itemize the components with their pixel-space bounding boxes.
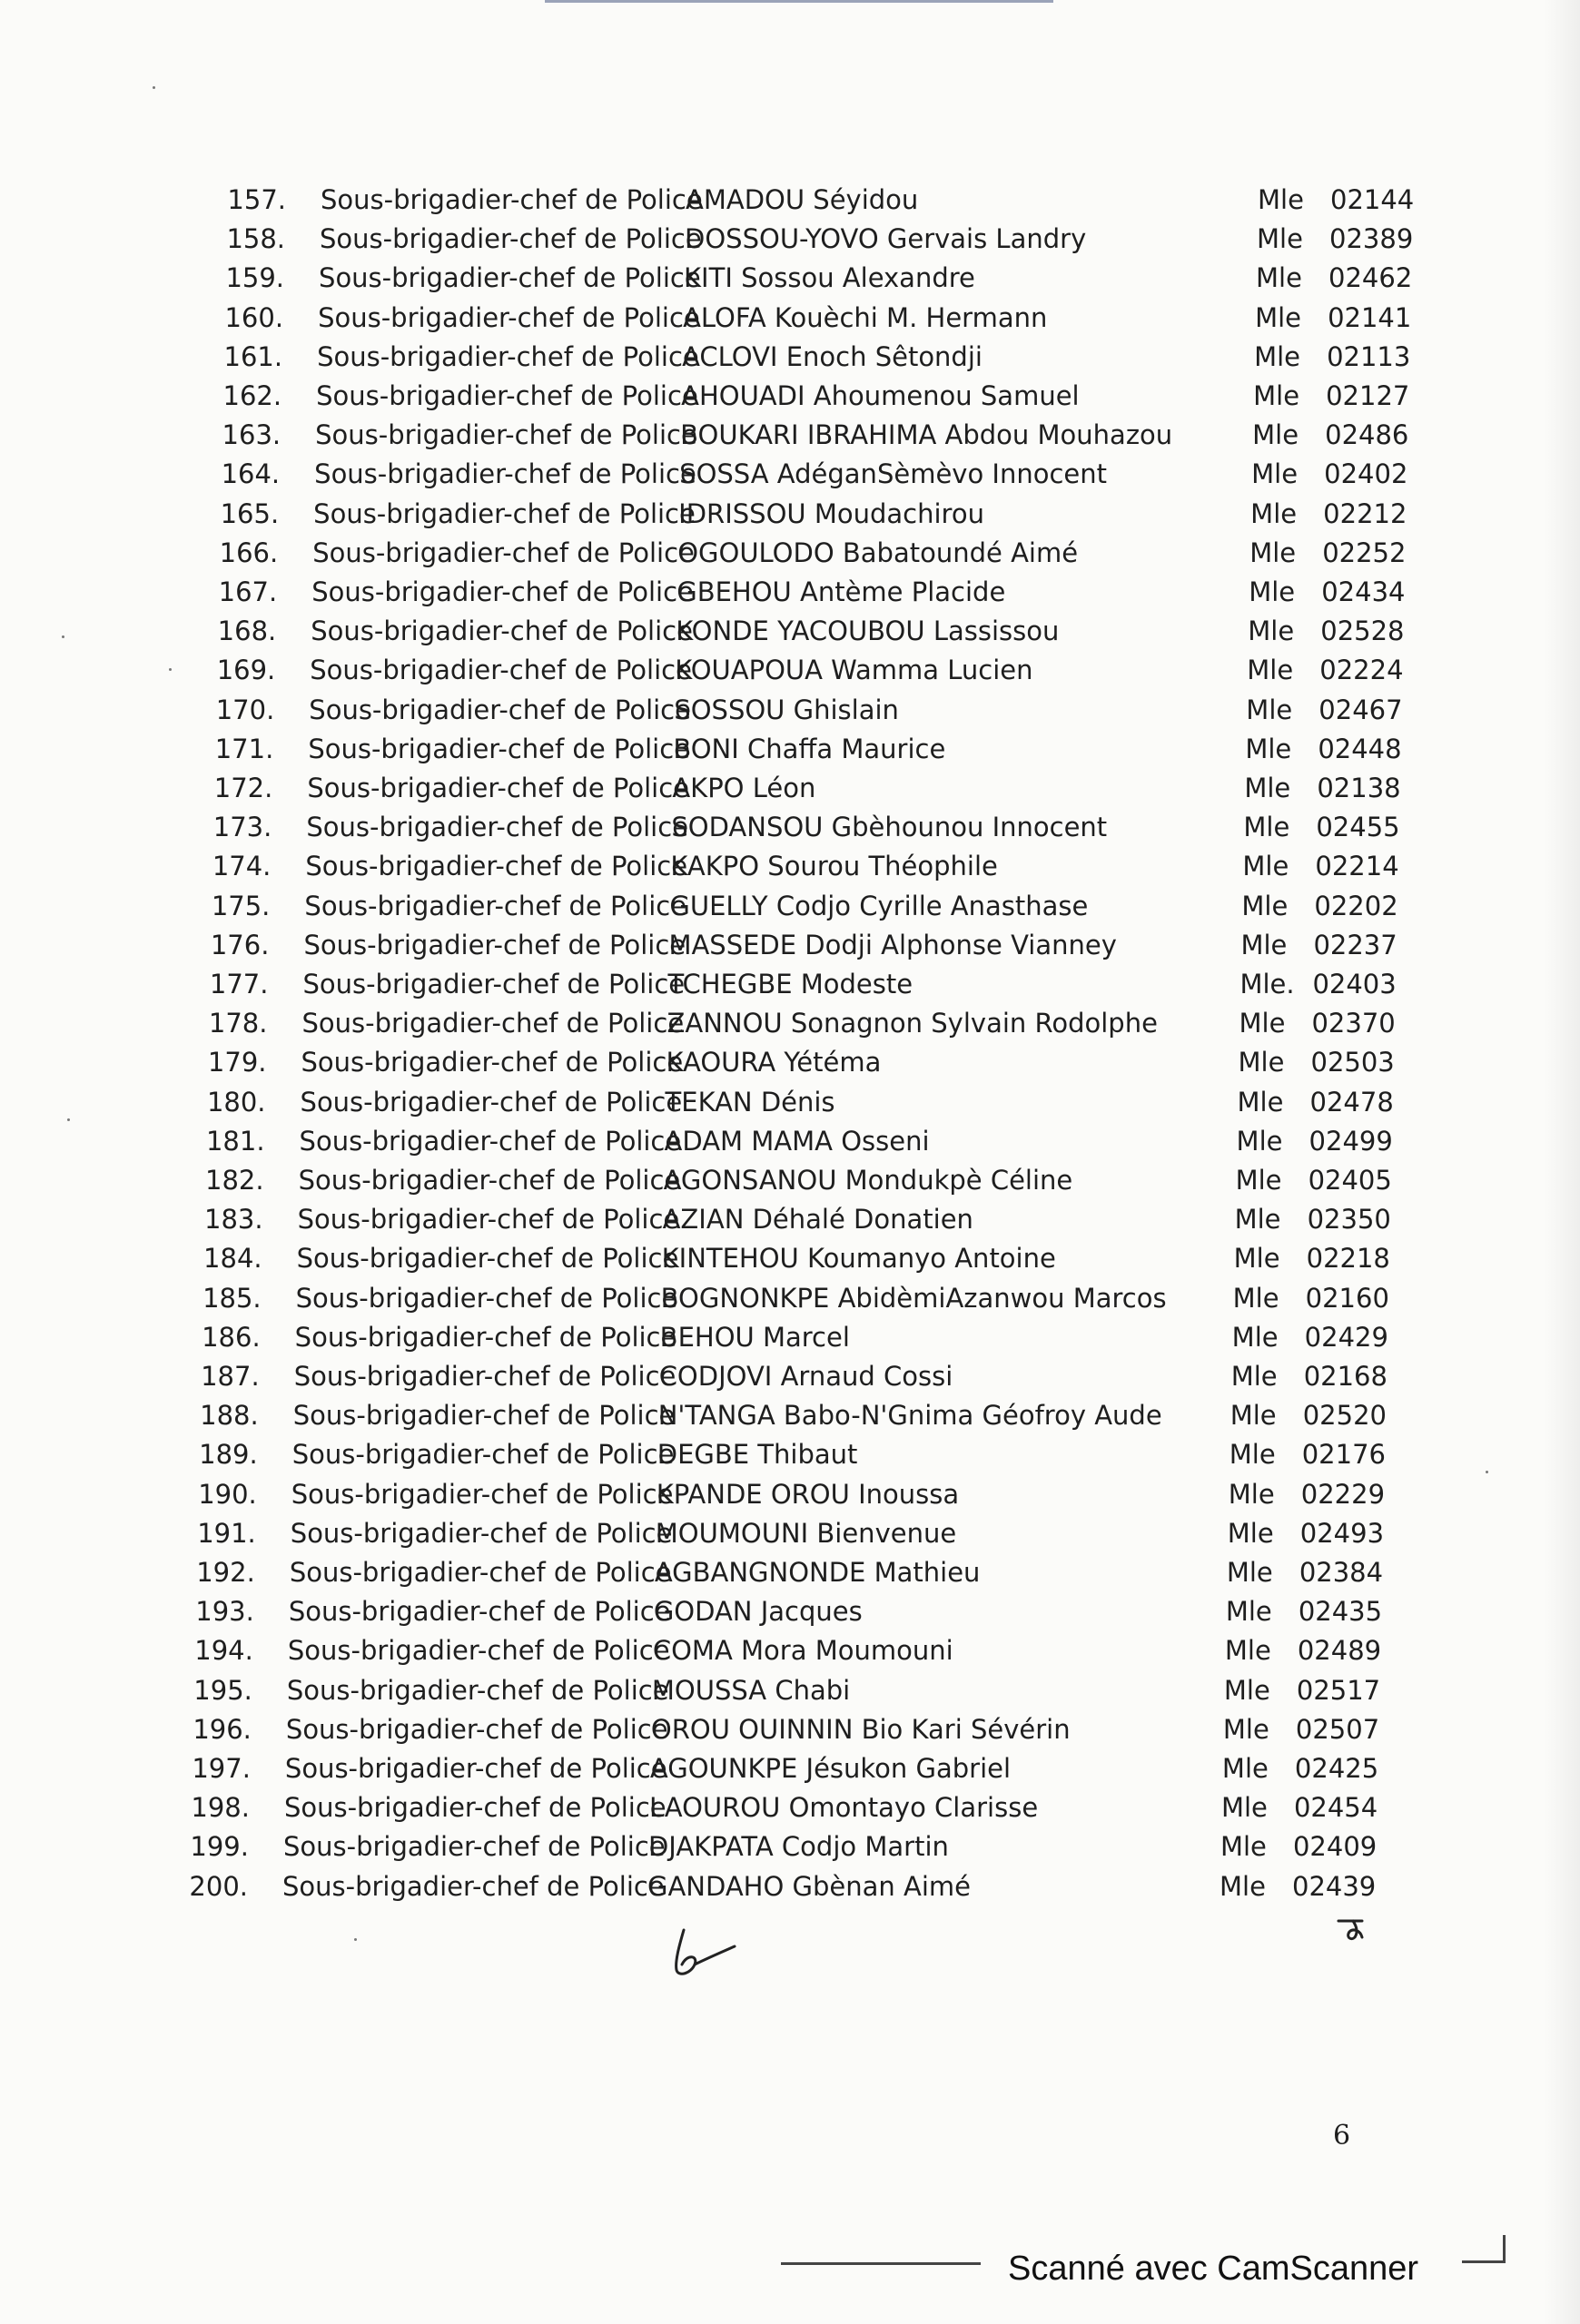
row-number: 181. (205, 1125, 265, 1157)
matricule-cell: 02434 (1321, 576, 1406, 607)
name-cell: GBEHOU Antème Placide (676, 576, 1006, 607)
mle-label: Mle (1231, 1321, 1279, 1353)
matricule-cell: 02202 (1314, 890, 1398, 921)
grade-cell: Sous-brigadier-chef de Police (298, 1165, 681, 1196)
row-number: 197. (192, 1753, 251, 1784)
row-number: 182. (205, 1165, 264, 1196)
grade-cell: Sous-brigadier-chef de Police (302, 969, 686, 1000)
mle-label: Mle (1244, 773, 1291, 803)
grade-cell: Sous-brigadier-chef de Police (299, 1125, 682, 1157)
mle-label: Mle (1254, 340, 1300, 372)
mle-label: Mle (1230, 1361, 1278, 1392)
grade-cell: Sous-brigadier-chef de Police (309, 694, 691, 725)
matricule-cell: 02478 (1309, 1086, 1394, 1118)
mle-label: Mle (1226, 1557, 1273, 1588)
name-cell: LAOUROU Omontayo Clarisse (648, 1792, 1039, 1824)
matricule-cell: 02439 (1292, 1870, 1377, 1902)
matricule-cell: 02141 (1328, 301, 1412, 333)
row-number: 178. (208, 1008, 268, 1039)
grade-cell: Sous-brigadier-chef de Police (290, 1517, 673, 1549)
name-cell: KINTEHOU Koumanyo Antoine (661, 1243, 1056, 1275)
row-number: 195. (193, 1674, 252, 1706)
matricule-cell: 02389 (1329, 223, 1414, 255)
matricule-cell: 02384 (1299, 1557, 1384, 1588)
list-item (185, 1042, 1395, 1082)
list-item (172, 1630, 1382, 1670)
name-cell: ADAM MAMA Osseni (664, 1125, 930, 1157)
mle-label: Mle (1245, 733, 1292, 764)
name-cell: SOSSA AdéganSèmèvo Innocent (679, 458, 1107, 490)
name-cell: AGONSANOU Mondukpè Céline (663, 1165, 1073, 1196)
mle-label: Mle (1223, 1674, 1270, 1706)
list-item (194, 611, 1405, 651)
mle-label: Mle (1235, 1165, 1282, 1196)
row-number: 158. (226, 223, 286, 255)
mle-label: Mle (1247, 655, 1294, 686)
mle-label: Mle (1241, 890, 1289, 921)
grade-cell: Sous-brigadier-chef de Police (292, 1400, 676, 1432)
name-cell: ALOFA Kouèchi M. Hermann (683, 301, 1048, 333)
row-number: 190. (198, 1478, 257, 1510)
list-item (175, 1474, 1386, 1514)
grade-cell: Sous-brigadier-chef de Police (297, 1204, 680, 1236)
row-number: 169. (216, 655, 276, 686)
matricule-cell: 02448 (1318, 733, 1402, 764)
name-cell: KITI Sossou Alexandre (684, 262, 975, 294)
list-item (178, 1356, 1387, 1396)
name-cell: MOUMOUNI Bienvenue (655, 1517, 957, 1549)
matricule-cell: 02455 (1316, 812, 1400, 843)
row-number: 191. (197, 1517, 256, 1549)
page-number: 6 (1333, 2120, 1351, 2152)
camscanner-watermark: Scanné avec CamScanner (1008, 2250, 1419, 2288)
mle-label: Mle (1249, 576, 1296, 607)
name-cell: BOGNONKPE AbidèmiAzanwou Marcos (660, 1282, 1167, 1314)
grade-cell: Sous-brigadier-chef de Police (313, 497, 696, 529)
initials-mark-icon (1335, 1915, 1368, 1943)
matricule-cell: 02467 (1318, 694, 1403, 725)
grade-cell: Sous-brigadier-chef de Police (301, 1047, 684, 1078)
mle-label: Mle (1236, 1125, 1283, 1157)
grade-cell: Sous-brigadier-chef de Police (321, 184, 703, 215)
row-number: 166. (219, 537, 279, 568)
name-cell: KAKPO Sourou Théophile (670, 851, 998, 882)
name-cell: AKPO Léon (672, 773, 816, 803)
mle-label: Mle (1240, 929, 1288, 960)
row-number: 171. (214, 733, 274, 764)
mle-label: Mle (1232, 1282, 1279, 1314)
list-item (195, 572, 1406, 612)
list-item (171, 1670, 1381, 1710)
matricule-cell: 02507 (1295, 1713, 1380, 1745)
row-number: 183. (204, 1204, 263, 1236)
matricule-cell: 02370 (1311, 1008, 1396, 1039)
list-item (203, 219, 1414, 259)
mle-label: Mle (1227, 1517, 1274, 1549)
grade-cell: Sous-brigadier-chef de Police (295, 1282, 678, 1314)
mle-label: Mle (1243, 812, 1290, 843)
list-item (190, 807, 1400, 847)
list-item (188, 886, 1398, 926)
list-item (173, 1552, 1384, 1592)
list-item (198, 454, 1408, 494)
mle-label: Mle (1222, 1713, 1269, 1745)
matricule-cell: 02517 (1296, 1674, 1381, 1706)
scan-corner-foot (1462, 2260, 1506, 2263)
name-cell: IDRISSOU Moudachirou (678, 497, 984, 529)
row-number: 193. (195, 1596, 254, 1628)
matricule-cell: 02403 (1312, 969, 1397, 1000)
mle-label: Mle (1256, 262, 1302, 294)
matricule-cell: 02168 (1303, 1361, 1387, 1392)
row-number: 200. (189, 1870, 248, 1902)
name-cell: GANDAHO Gbènan Aimé (647, 1870, 971, 1902)
row-number: 172. (213, 773, 273, 803)
scan-speck (62, 635, 64, 638)
row-number: 194. (194, 1635, 253, 1667)
list-item (192, 729, 1402, 769)
row-number: 176. (210, 929, 270, 960)
row-number: 199. (190, 1831, 249, 1863)
grade-cell: Sous-brigadier-chef de Police (318, 301, 700, 333)
grade-cell: Sous-brigadier-chef de Police (320, 223, 702, 255)
row-number: 184. (203, 1243, 262, 1275)
list-item (186, 964, 1397, 1004)
list-item (181, 1238, 1390, 1278)
matricule-cell: 02176 (1301, 1439, 1386, 1471)
name-cell: AGOUNKPE Jésukon Gabriel (649, 1753, 1012, 1784)
name-cell: KONDE YACOUBOU Lassissou (676, 615, 1060, 647)
row-number: 186. (202, 1321, 261, 1353)
grade-cell: Sous-brigadier-chef de Police (301, 1008, 685, 1039)
mle-label: Mle (1234, 1204, 1281, 1236)
scan-bottom-line (781, 2262, 981, 2265)
name-cell: KOUAPOUA Wamma Lucien (675, 655, 1033, 686)
scan-speck (354, 1938, 357, 1941)
matricule-cell: 02144 (1330, 184, 1415, 215)
row-number: 162. (222, 380, 282, 411)
name-cell: KAOURA Yétéma (666, 1047, 882, 1078)
row-number: 157. (227, 184, 286, 215)
matricule-cell: 02113 (1327, 340, 1411, 372)
list-item (174, 1513, 1385, 1553)
list-item (200, 376, 1410, 416)
grade-cell: Sous-brigadier-chef de Police (319, 262, 701, 294)
row-number: 161. (223, 340, 283, 372)
name-cell: N'TANGA Babo-N'Gnima Géofroy Aude (657, 1400, 1162, 1432)
name-cell: BEHOU Marcel (659, 1321, 850, 1353)
name-cell: AMADOU Séyidou (686, 184, 919, 215)
list-item (177, 1395, 1387, 1435)
mle-label: Mle (1224, 1635, 1271, 1667)
matricule-cell: 02405 (1308, 1165, 1392, 1196)
row-number: 177. (209, 969, 269, 1000)
matricule-cell: 02127 (1326, 380, 1410, 411)
row-number: 189. (199, 1439, 258, 1471)
mle-label: Mle (1257, 223, 1303, 255)
mle-label: Mle. (1239, 969, 1295, 1000)
name-cell: TEKAN Dénis (665, 1086, 835, 1118)
name-cell: AZIAN Déhalé Donatien (662, 1204, 973, 1236)
name-cell: SOSSOU Ghislain (674, 694, 899, 725)
matricule-cell: 02237 (1313, 929, 1397, 960)
row-number: 174. (212, 851, 272, 882)
mle-label: Mle (1229, 1400, 1277, 1432)
scan-speck (169, 668, 172, 671)
scan-speck (153, 86, 155, 89)
list-item (187, 925, 1397, 965)
matricule-cell: 02214 (1315, 851, 1399, 882)
row-number: 188. (200, 1400, 259, 1432)
grade-cell: Sous-brigadier-chef de Police (294, 1321, 677, 1353)
scan-corner-mark (1503, 2235, 1506, 2262)
matricule-cell: 02503 (1310, 1047, 1395, 1078)
matricule-cell: 02224 (1319, 655, 1404, 686)
row-number: 163. (222, 419, 281, 451)
grade-cell: Sous-brigadier-chef de Police (311, 576, 694, 607)
row-number: 159. (225, 262, 285, 294)
mle-label: Mle (1255, 301, 1301, 333)
mle-label: Mle (1242, 851, 1289, 882)
matricule-cell: 02486 (1325, 419, 1409, 451)
grade-cell: Sous-brigadier-chef de Police (308, 733, 690, 764)
scan-speck (1486, 1471, 1488, 1473)
grade-cell: Sous-brigadier-chef de Police (300, 1086, 683, 1118)
list-item (179, 1317, 1388, 1357)
grade-cell: Sous-brigadier-chef de Police (303, 929, 686, 960)
row-number: 192. (196, 1557, 255, 1588)
row-number: 167. (218, 576, 278, 607)
grade-cell: Sous-brigadier-chef de Police (284, 1753, 667, 1784)
grade-cell: Sous-brigadier-chef de Police (311, 615, 693, 647)
row-number: 187. (201, 1361, 260, 1392)
list-item (183, 1160, 1392, 1200)
mle-label: Mle (1249, 537, 1297, 568)
mle-label: Mle (1220, 1831, 1267, 1863)
list-item (189, 846, 1399, 886)
row-number: 173. (212, 812, 272, 843)
matricule-cell: 02425 (1294, 1753, 1379, 1784)
name-cell: TCHEGBE Modeste (667, 969, 913, 1000)
grade-cell: Sous-brigadier-chef de Police (288, 1596, 671, 1628)
row-number: 196. (193, 1713, 252, 1745)
row-number: 160. (224, 301, 284, 333)
mle-label: Mle (1233, 1243, 1280, 1275)
row-number: 198. (191, 1792, 250, 1824)
grade-cell: Sous-brigadier-chef de Police (291, 1478, 674, 1510)
grade-cell: Sous-brigadier-chef de Police (291, 1439, 675, 1471)
grade-cell: Sous-brigadier-chef de Police (312, 537, 695, 568)
matricule-cell: 02462 (1328, 262, 1413, 294)
mle-label: Mle (1237, 1086, 1284, 1118)
mle-label: Mle (1251, 458, 1299, 490)
matricule-cell: 02212 (1323, 497, 1407, 529)
name-cell: MASSEDE Dodji Alphonse Vianney (668, 929, 1117, 960)
grade-cell: Sous-brigadier-chef de Police (307, 773, 690, 803)
name-cell: ACLOVI Enoch Sêtondji (682, 340, 983, 372)
grade-cell: Sous-brigadier-chef de Police (315, 419, 697, 451)
grade-cell: Sous-brigadier-chef de Police (285, 1713, 668, 1745)
matricule-cell: 02350 (1307, 1204, 1391, 1236)
list-item (204, 180, 1415, 220)
grade-cell: Sous-brigadier-chef de Police (304, 890, 687, 921)
grade-cell: Sous-brigadier-chef de Police (310, 655, 692, 686)
name-cell: OGOULODO Babatoundé Aimé (677, 537, 1079, 568)
row-number: 170. (215, 694, 275, 725)
grade-cell: Sous-brigadier-chef de Police (282, 1831, 666, 1863)
row-number: 175. (211, 890, 271, 921)
row-number: 165. (220, 497, 280, 529)
name-cell: KPANDE OROU Inoussa (656, 1478, 960, 1510)
mle-label: Mle (1229, 1439, 1276, 1471)
matricule-cell: 02520 (1302, 1400, 1387, 1432)
name-cell: BONI Chaffa Maurice (673, 733, 946, 764)
name-cell: DEGBE Thibaut (657, 1439, 858, 1471)
grade-cell: Sous-brigadier-chef de Police (317, 340, 699, 372)
mle-label: Mle (1258, 184, 1304, 215)
grade-cell: Sous-brigadier-chef de Police (316, 380, 698, 411)
list-item (168, 1787, 1378, 1827)
mle-label: Mle (1238, 1047, 1285, 1078)
list-item (202, 258, 1413, 298)
name-cell: BOUKARI IBRAHIMA Abdou Mouhazou (680, 419, 1173, 451)
name-cell: AHOUADI Ahoumenou Samuel (681, 380, 1080, 411)
mle-label: Mle (1220, 1792, 1268, 1824)
matricule-cell: 02409 (1292, 1831, 1378, 1863)
mle-label: Mle (1221, 1753, 1269, 1784)
list-item (193, 690, 1403, 730)
mle-label: Mle (1228, 1478, 1275, 1510)
grade-cell: Sous-brigadier-chef de Police (293, 1361, 676, 1392)
name-cell: AGBANGNONDE Mathieu (654, 1557, 981, 1588)
list-item (166, 1866, 1377, 1906)
name-cell: GUELLY Codjo Cyrille Anasthase (669, 890, 1089, 921)
list-item (173, 1591, 1383, 1631)
row-number: 164. (221, 458, 281, 490)
grade-cell: Sous-brigadier-chef de Police (283, 1792, 667, 1824)
matricule-cell: 02218 (1306, 1243, 1390, 1275)
name-cell: GODAN Jacques (653, 1596, 863, 1628)
matricule-cell: 02493 (1299, 1517, 1385, 1549)
matricule-cell: 02435 (1298, 1596, 1383, 1628)
row-number: 168. (217, 615, 277, 647)
name-cell: CODJOVI Arnaud Cossi (658, 1361, 953, 1392)
mle-label: Mle (1248, 615, 1295, 647)
matricule-cell: 02402 (1324, 458, 1408, 490)
list-item (184, 1082, 1394, 1122)
grade-cell: Sous-brigadier-chef de Police (296, 1243, 679, 1275)
list-item (176, 1434, 1386, 1474)
list-item (201, 337, 1411, 377)
list-item (180, 1278, 1389, 1318)
row-number: 180. (206, 1086, 266, 1118)
matricule-cell: 02499 (1308, 1125, 1393, 1157)
matricule-cell: 02229 (1300, 1478, 1386, 1510)
mle-label: Mle (1252, 419, 1299, 451)
matricule-cell: 02138 (1317, 773, 1401, 803)
mle-label: Mle (1225, 1596, 1272, 1628)
mle-label: Mle (1253, 380, 1300, 411)
list-item (170, 1709, 1380, 1749)
name-cell: SODANSOU Gbèhounou Innocent (671, 812, 1108, 843)
list-item (167, 1827, 1378, 1866)
name-cell: ZANNOU Sonagnon Sylvain Rodolphe (667, 1008, 1158, 1039)
matricule-cell: 02160 (1305, 1282, 1389, 1314)
list-item (183, 1121, 1393, 1161)
matricule-cell: 02528 (1320, 615, 1405, 647)
name-cell: DOSSOU-YOVO Gervais Landry (685, 223, 1087, 255)
list-item (182, 1199, 1391, 1239)
grade-cell: Sous-brigadier-chef de Police (287, 1635, 670, 1667)
row-number: 185. (202, 1282, 262, 1314)
grade-cell: Sous-brigadier-chef de Police (286, 1674, 669, 1706)
grade-cell: Sous-brigadier-chef de Police (305, 851, 688, 882)
list-item (196, 533, 1407, 573)
name-cell: OROU OUINNIN Bio Kari Sévérin (650, 1713, 1071, 1745)
list-item (193, 650, 1404, 690)
name-cell: COMA Mora Moumouni (652, 1635, 953, 1667)
list-item (169, 1748, 1379, 1788)
list-item (185, 1003, 1396, 1043)
list-item (191, 768, 1401, 808)
scan-speck (67, 1118, 70, 1121)
matricule-cell: 02454 (1293, 1792, 1378, 1824)
mle-label: Mle (1246, 694, 1293, 725)
matricule-cell: 02429 (1304, 1321, 1388, 1353)
list-item (202, 298, 1412, 338)
grade-cell: Sous-brigadier-chef de Police (282, 1870, 665, 1902)
grade-cell: Sous-brigadier-chef de Police (289, 1557, 672, 1588)
row-number: 179. (207, 1047, 267, 1078)
list-item (199, 415, 1409, 455)
signature-icon (667, 1925, 740, 1979)
name-cell: DJAKPATA Codjo Martin (647, 1831, 949, 1863)
mle-label: Mle (1220, 1870, 1266, 1902)
name-cell: MOUSSA Chabi (651, 1674, 851, 1706)
mle-label: Mle (1239, 1008, 1286, 1039)
matricule-cell: 02252 (1322, 537, 1407, 568)
list-item (197, 494, 1407, 534)
grade-cell: Sous-brigadier-chef de Police (314, 458, 696, 490)
mle-label: Mle (1250, 497, 1298, 529)
matricule-cell: 02489 (1297, 1635, 1382, 1667)
grade-cell: Sous-brigadier-chef de Police (306, 812, 689, 843)
